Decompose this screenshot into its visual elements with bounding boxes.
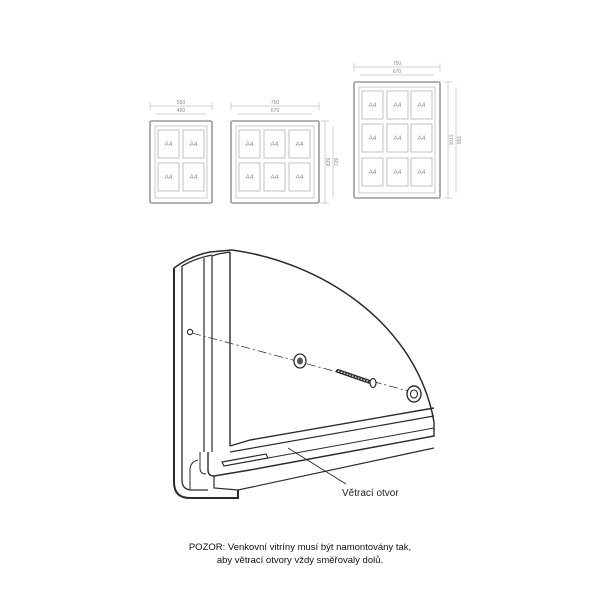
a4-label: A4 [393,169,402,176]
a4-label: A4 [368,169,377,176]
a4-label: A4 [245,174,254,181]
note-line-1: POZOR: Venkovní vitríny musí být namontovány tak, [188,542,412,553]
ventilation-slot [222,454,268,466]
height-inner-label: 951 [457,135,463,145]
showcase-large [354,61,463,198]
a4-label: A4 [393,102,402,109]
width-inner-label: 450 [176,108,186,114]
ventilation-hole-label: Větrací otvor [342,488,399,499]
a4-label: A4 [295,174,304,181]
a4-label: A4 [295,141,304,148]
a4-label: A4 [270,174,279,181]
width-outer-label: 550 [176,100,186,106]
a4-label: A4 [245,141,254,148]
showcase-small [150,100,212,203]
wall-plug [294,354,306,368]
a4-label: A4 [417,169,426,176]
width-inner-label: 670 [392,69,402,75]
screw [338,371,376,388]
bottom-rail-top-edge [230,408,434,446]
mounting-hole [187,329,192,334]
width-outer-label: 750 [270,100,280,106]
a4-label: A4 [164,174,173,181]
note-line-2: aby větrací otvory vždy směřovaly dolů. [216,555,384,566]
a4-label: A4 [189,174,198,181]
ventilation-detail-drawing [174,250,434,499]
a4-label: A4 [393,135,402,142]
a4-label: A4 [270,141,279,148]
width-inner-label: 670 [270,108,280,114]
height-outer-label: 829 [326,157,332,167]
a4-label: A4 [189,141,198,148]
spacer-washer [407,386,421,402]
a4-label: A4 [368,135,377,142]
frame-outer-profile [174,268,238,498]
cutaway-arc [232,250,434,422]
warning-note [189,542,411,566]
a4-label: A4 [417,102,426,109]
a4-label: A4 [417,135,426,142]
a4-label: A4 [164,141,173,148]
height-inner-label: 729 [334,157,340,167]
a4-label: A4 [368,102,377,109]
width-outer-label: 750 [392,61,402,67]
height-outer-label: 1011 [449,134,455,146]
showcase-medium [231,100,340,203]
